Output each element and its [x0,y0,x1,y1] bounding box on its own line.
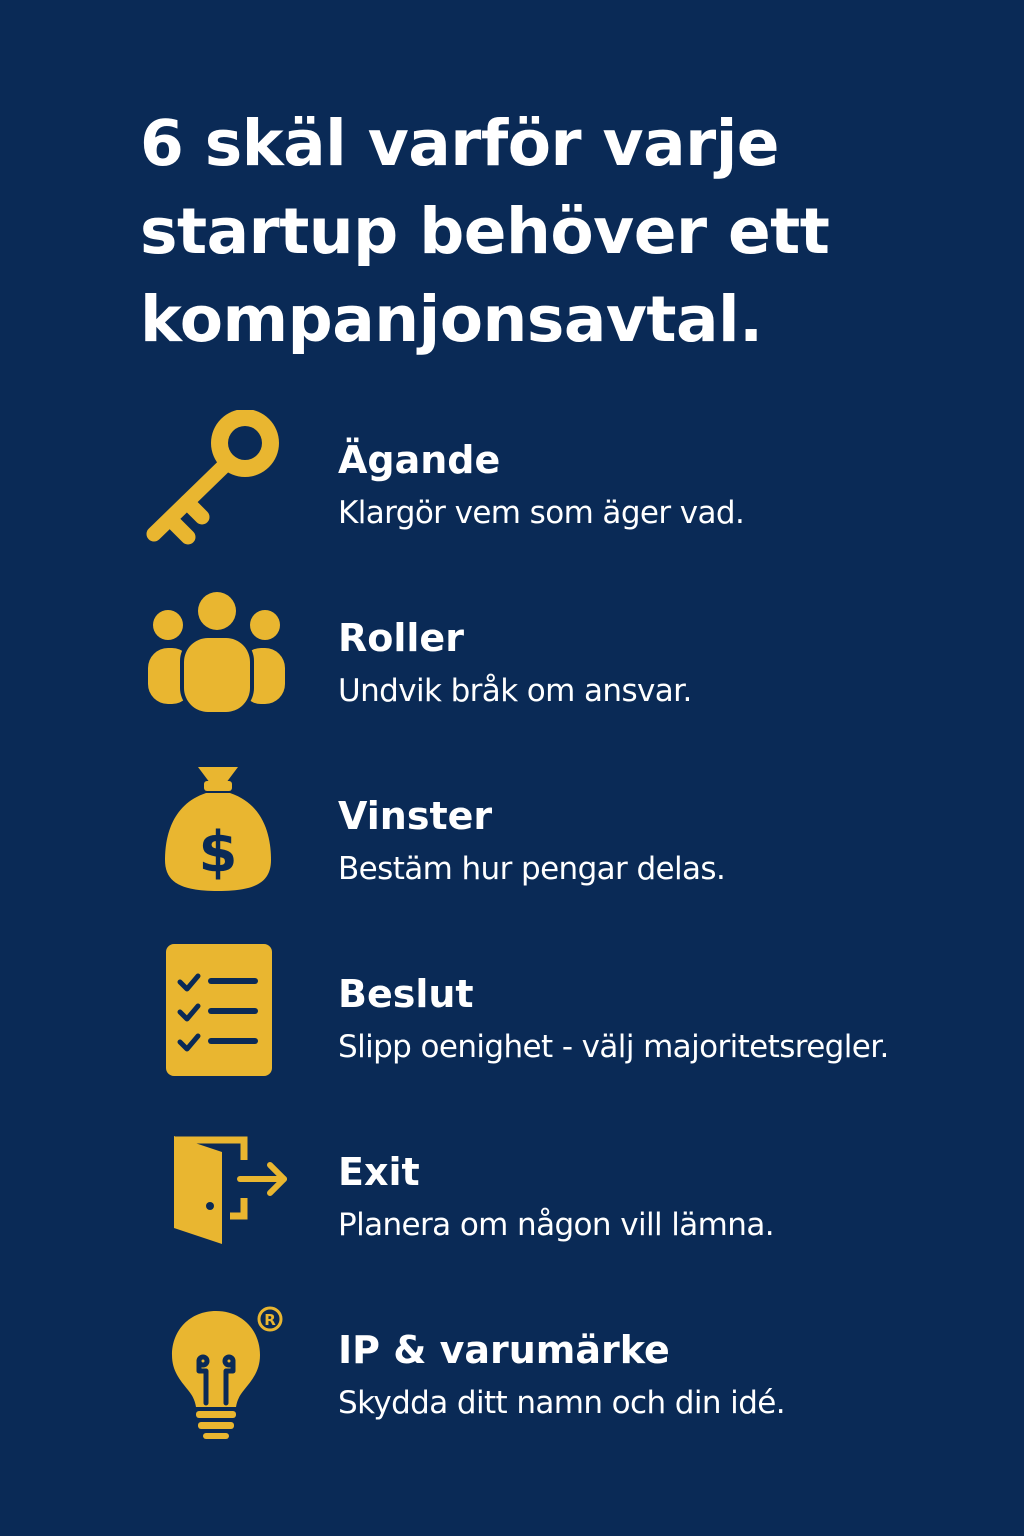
money-bag-icon [140,765,300,915]
reason-description: Planera om någon vill lämna. [338,1207,774,1243]
reason-description: Klargör vem som äger vad. [338,495,745,531]
lightbulb-registered-icon [140,1305,300,1455]
reason-heading: IP & varumärke [338,1328,670,1372]
reason-description: Undvik bråk om ansvar. [338,673,692,709]
reason-item-decisions [0,971,1024,1121]
svg-text:R: R [264,1311,276,1329]
reason-item-roles [0,615,1024,765]
people-icon [140,590,300,740]
reason-description: Bestäm hur pengar delas. [338,851,726,887]
reason-heading: Exit [338,1150,420,1194]
svg-text:$: $ [198,820,238,885]
key-icon [140,410,300,560]
exit-door-icon [140,1134,300,1284]
reason-description: Slipp oenighet - välj majoritetsregler. [338,1029,889,1065]
checklist-icon [140,944,300,1094]
reason-item-profits [0,793,1024,943]
title-line-2: startup behöver ett [140,195,830,268]
reason-item-ownership [0,437,1024,587]
reason-heading: Ägande [338,438,501,482]
title-line-1: 6 skäl varför varje [140,107,780,180]
reason-heading: Beslut [338,972,474,1016]
page-title [140,100,980,364]
title-line-3: kompanjonsavtal. [140,283,763,356]
reason-heading: Vinster [338,794,493,838]
reason-heading: Roller [338,616,464,660]
reason-item-exit [0,1149,1024,1299]
reason-item-ip-trademark [0,1311,1024,1477]
reason-description: Skydda ditt namn och din idé. [338,1385,785,1421]
